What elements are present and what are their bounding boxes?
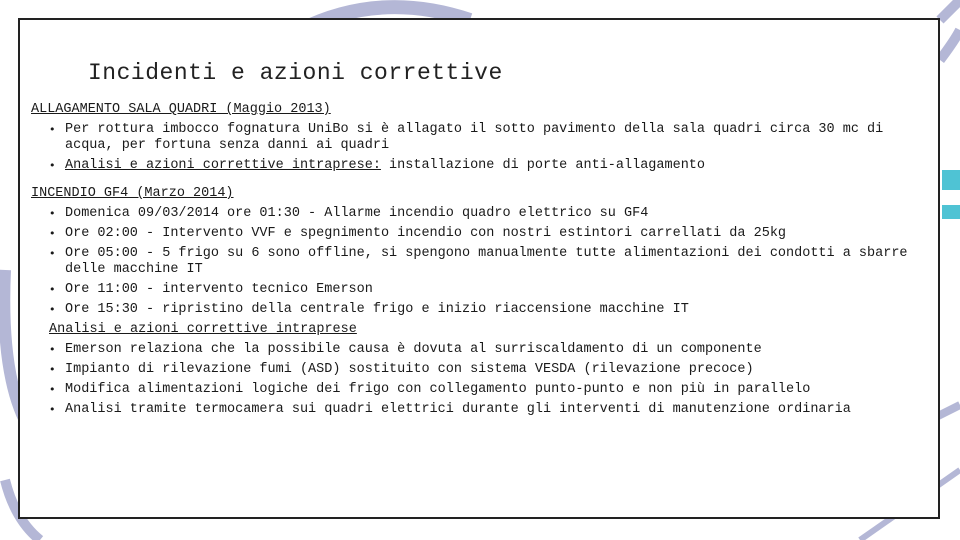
flooding-list (31, 122, 931, 174)
list-item: • Emerson relaziona che la possibile causa è dovuta al surriscaldamento di un componente (31, 342, 931, 358)
section-heading-flooding: ALLAGAMENTO SALA QUADRI (Maggio 2013) (31, 102, 331, 117)
corrective-actions-list (31, 342, 931, 418)
slide-content (31, 102, 931, 418)
slide-frame (18, 18, 940, 519)
list-item: • Analisi tramite termocamera sui quadri elettrici durante gli interventi di manutenzione ordinaria (31, 402, 931, 418)
list-item: • Domenica 09/03/2014 ore 01:30 - Allarme incendio quadro elettrico su GF4 (31, 206, 931, 222)
list-item: • Ore 11:00 - intervento tecnico Emerson (31, 282, 931, 298)
list-item: • Ore 05:00 - 5 frigo su 6 sono offline, si spengono manualmente tutte alimentazioni dei condotti a sbarre delle macchine IT (31, 246, 931, 278)
list-item: • Analisi e azioni correttive intraprese: installazione di porte anti-allagamento (31, 158, 931, 174)
list-item: • Ore 15:30 - ripristino della centrale frigo e inizio riaccensione macchine IT (31, 302, 931, 318)
slide-title: Incidenti e azioni correttive (88, 60, 503, 86)
list-item: • Ore 02:00 - Intervento VVF e spegnimento incendio con nostri estintori carrellati da 25kg (31, 226, 931, 242)
list-item: • Impianto di rilevazione fumi (ASD) sostituito con sistema VESDA (rilevazione precoce) (31, 362, 931, 378)
underlined-label: Analisi e azioni correttive intraprese: (65, 158, 381, 173)
list-item: • Per rottura imbocco fognatura UniBo si è allagato il sotto pavimento della sala quadri circa 30 mc di acqua, per fortuna senza danni ai quadri (31, 122, 931, 154)
list-item: • Modifica alimentazioni logiche dei frigo con collegamento punto-punto e non più in parallelo (31, 382, 931, 398)
fire-timeline-list (31, 206, 931, 318)
corrective-actions-heading: Analisi e azioni correttive intraprese (49, 322, 357, 337)
section-heading-fire: INCENDIO GF4 (Marzo 2014) (31, 186, 234, 201)
